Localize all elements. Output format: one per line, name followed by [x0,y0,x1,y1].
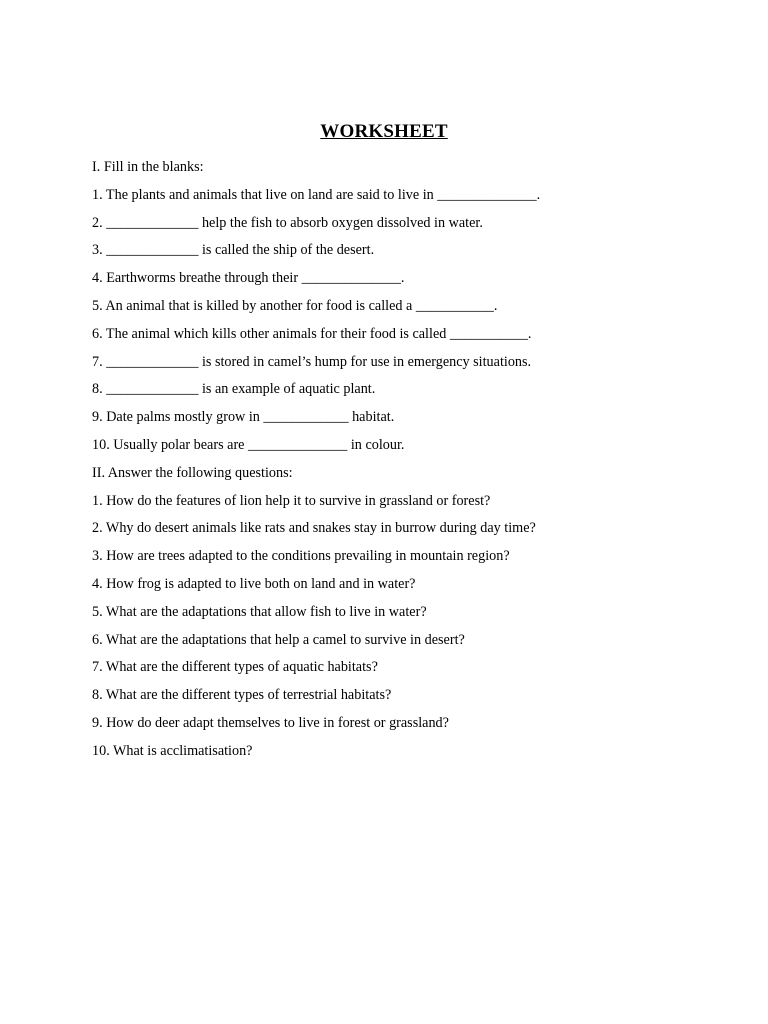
question-item-3: 3. How are trees adapted to the conditions prevailing in mountain region? [92,548,510,565]
fill-blank-item-7: 7. _____________ is stored in camel’s hump for use in emergency situations. [92,353,532,370]
fill-blank-item-4: 4. Earthworms breathe through their ______________. [92,270,405,287]
worksheet-title: WORKSHEET [320,121,448,142]
fill-blank-item-1: 1. The plants and animals that live on land are said to live in ______________. [92,186,541,203]
fill-blank-item-8: 8. _____________ is an example of aquatic plant. [92,381,376,398]
fill-blank-item-10: 10. Usually polar bears are ______________ in colour. [92,436,405,453]
fill-blank-item-2: 2. _____________ help the fish to absorb oxygen dissolved in water. [92,214,483,231]
worksheet-content [92,154,732,766]
question-item-10: 10. What is acclimatisation? [92,742,253,759]
question-item-1: 1. How do the features of lion help it to survive in grassland or forest? [92,492,491,509]
fill-blank-item-3: 3. _____________ is called the ship of the desert. [92,242,375,259]
question-item-5: 5. What are the adaptations that allow fish to live in water? [92,603,427,620]
question-item-4: 4. How frog is adapted to live both on land and in water? [92,575,416,592]
question-item-8: 8. What are the different types of terrestrial habitats? [92,687,392,704]
fill-blank-item-6: 6. The animal which kills other animals for their food is called ___________. [92,325,532,342]
question-item-9: 9. How do deer adapt themselves to live in forest or grassland? [92,714,449,731]
question-item-7: 7. What are the different types of aquatic habitats? [92,659,378,676]
section2-heading: II. Answer the following questions: [92,464,293,481]
question-item-2: 2. Why do desert animals like rats and snakes stay in burrow during day time? [92,520,536,537]
fill-blank-item-9: 9. Date palms mostly grow in ____________ habitat. [92,409,395,426]
question-item-6: 6. What are the adaptations that help a camel to survive in desert? [92,631,465,648]
section1-heading: I. Fill in the blanks: [92,159,204,175]
fill-blank-item-5: 5. An animal that is killed by another for food is called a ___________. [92,297,498,314]
